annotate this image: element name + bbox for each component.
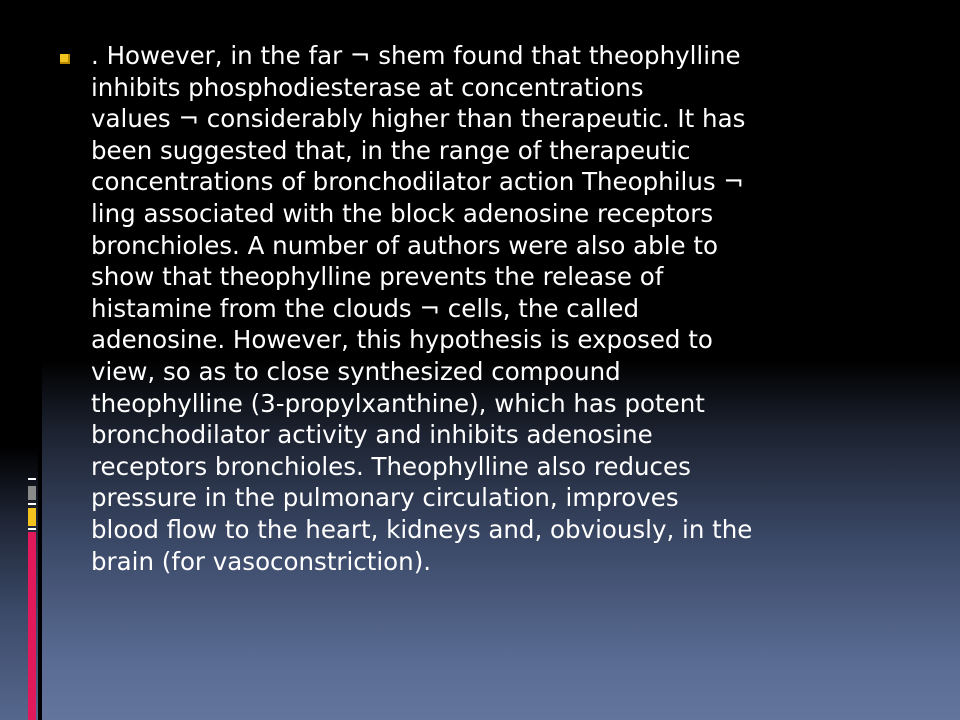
accent-bar-yellow — [28, 508, 36, 526]
accent-bar-blue-vertical — [38, 0, 42, 720]
slide-body-text: . However, in the far ¬ shem found that theophylline inhibits phosphodiesterase at concentrations values ¬ considerably higher than therapeutic. It has been suggested that, in the range of therapeutic concentrations of bronchodilator action Theophilus ¬ ling associated with the block adenosine receptors bronchioles. A number of authors were also able to show that theophylline prevents the release of histamine from the clouds ¬ cells, the called adenosine. However, this hypothesis is exposed to view, so as to close synthesized compound theophylline (3-propylxanthine), which has potent bronchodilator activity and inhibits adenosine receptors bronchioles. Theophylline also reduces pressure in the pulmonary circulation, improves blood flow to the heart, kidneys and, obviously, in the brain (for vasoconstriction). — [91, 41, 753, 576]
accent-bar-white-top — [28, 478, 36, 480]
accent-bar-gray-top — [28, 486, 36, 500]
accent-bar-pink — [28, 532, 36, 720]
bullet-icon — [60, 54, 70, 64]
accent-bar-white-mid — [28, 503, 36, 505]
accent-bar-white-low — [28, 528, 36, 530]
